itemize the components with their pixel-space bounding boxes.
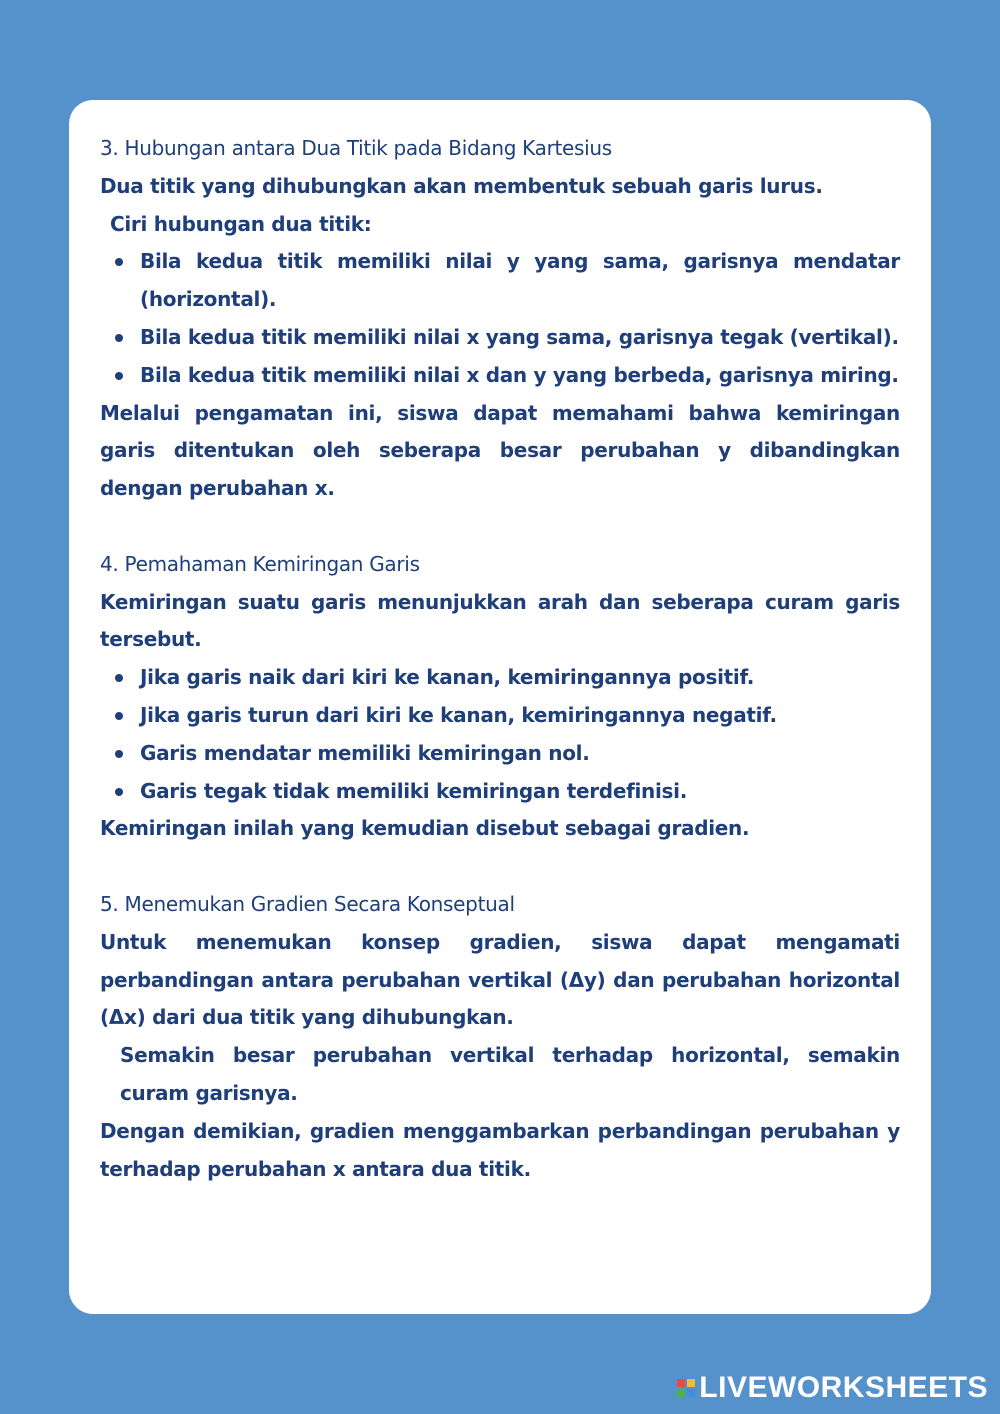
logo-mark-icon (677, 1379, 695, 1397)
section3-bullet-list (100, 243, 900, 394)
section3-title: 3. Hubungan antara Dua Titik pada Bidang Kartesius (100, 136, 612, 160)
list-item: Bila kedua titik memiliki nilai x dan y yang berbeda, garisnya miring. (100, 357, 900, 395)
section4-intro: Kemiringan suatu garis menunjukkan arah dan seberapa curam garis tersebut. (100, 589, 900, 652)
section5-title: 5. Menemukan Gradien Secara Konseptual (100, 891, 515, 916)
logo-text: LIVEWORKSHEETS (699, 1371, 988, 1404)
section5-paragraph-2: Semakin besar perubahan vertikal terhadap horizontal, semakin curam garisnya. (120, 1043, 900, 1105)
logo-square-red (677, 1379, 685, 1387)
section3-traits-label: Ciri hubungan dua titik: (110, 211, 372, 236)
logo-square-yellow (687, 1379, 695, 1387)
logo-square-blue (687, 1389, 695, 1397)
section5-paragraph-3: Dengan demikian, gradien menggambarkan perbandingan perubahan y terhadap perubahan x antara dua titik. (100, 1118, 900, 1181)
section3-intro: Dua titik yang dihubungkan akan membentuk sebuah garis lurus. (100, 173, 823, 198)
section3-conclusion: Melalui pengamatan ini, siswa dapat memahami bahwa kemiringan garis ditentukan oleh seberapa besar perubahan y dibandingkan dengan perubahan x. (100, 400, 900, 501)
list-item: Bila kedua titik memiliki nilai y yang sama, garisnya mendatar (horizontal). (100, 243, 900, 319)
liveworksheets-logo[interactable] (677, 1370, 988, 1406)
list-item: Garis mendatar memiliki kemiringan nol. (100, 735, 900, 773)
list-item: Garis tegak tidak memiliki kemiringan terdefinisi. (100, 773, 900, 811)
logo-square-green (677, 1389, 685, 1397)
document-body (100, 130, 900, 1188)
list-item: Jika garis naik dari kiri ke kanan, kemiringannya positif. (100, 659, 900, 697)
section4-bullet-list (100, 659, 900, 810)
section5-paragraph-1: Untuk menemukan konsep gradien, siswa dapat mengamati perbandingan antara perubahan vertikal (Δy) dan perubahan horizontal (Δx) dari dua titik yang dihubungkan. (100, 929, 900, 1030)
list-item: Bila kedua titik memiliki nilai x yang sama, garisnya tegak (vertikal). (100, 319, 900, 357)
section4-title: 4. Pemahaman Kemiringan Garis (100, 551, 420, 576)
section-spacer (100, 508, 900, 546)
section-spacer (100, 848, 900, 886)
list-item: Jika garis turun dari kiri ke kanan, kemiringannya negatif. (100, 697, 900, 735)
section4-conclusion: Kemiringan inilah yang kemudian disebut sebagai gradien. (100, 816, 750, 841)
